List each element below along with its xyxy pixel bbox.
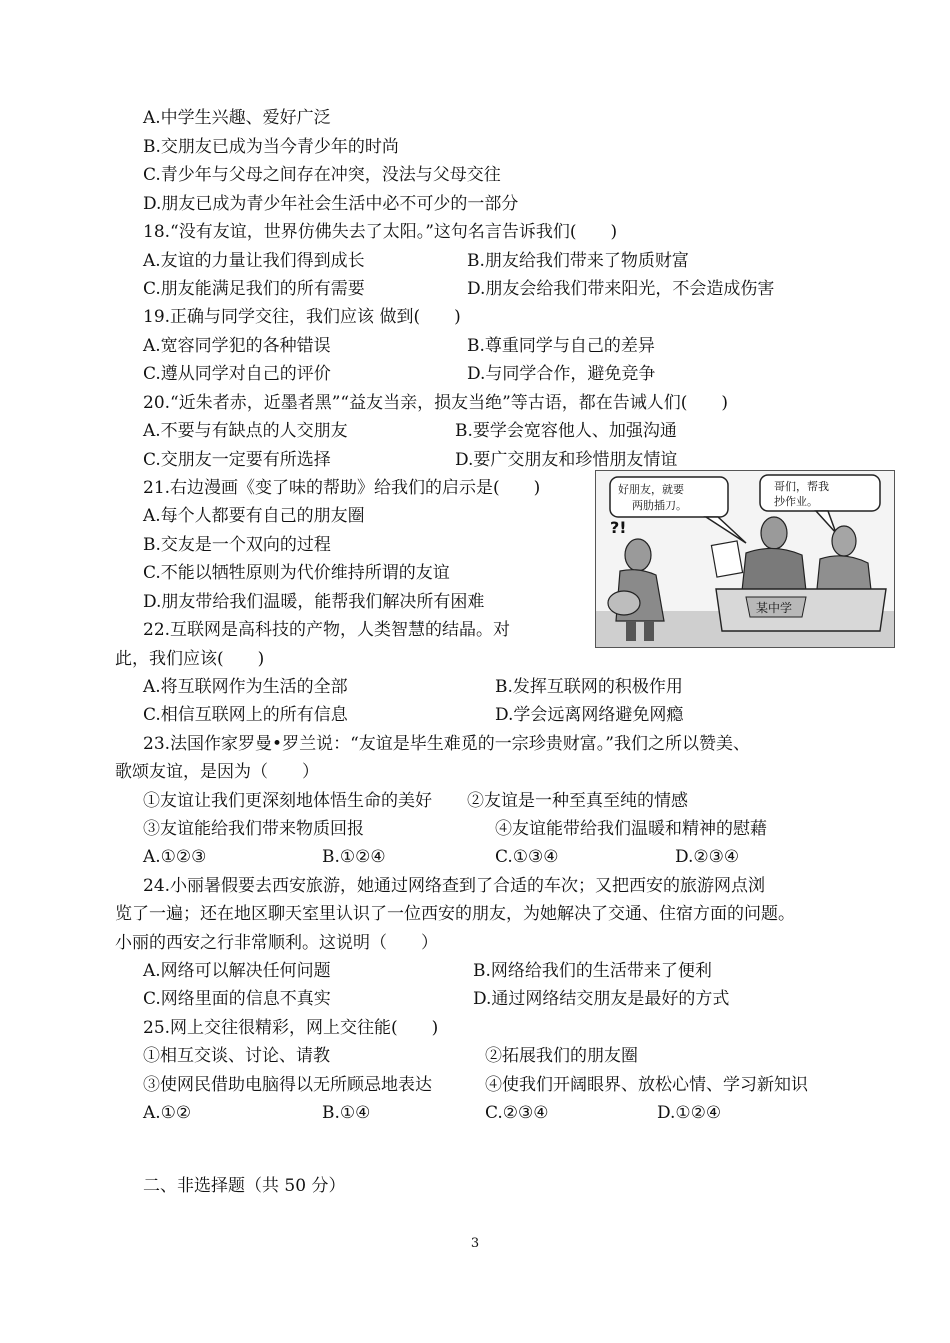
q25-statement-1: ①相互交谈、讨论、请教	[143, 1046, 330, 1066]
question-20: 20.“近朱者赤，近墨者黑”“益友当亲，损友当绝”等古语，都在告诫人们( )	[143, 393, 729, 413]
q25-option-d: D.①②④	[657, 1103, 722, 1123]
cartoon-image	[595, 470, 895, 648]
question-24-line2: 览了一遍；还在地区聊天室里认识了一位西安的朋友，为她解决了交通、住宿方面的问题。	[115, 904, 795, 924]
question-23-line1: 23.法国作家罗曼•罗兰说：“友谊是毕生难觅的一宗珍贵财富。”我们之所以赞美、	[143, 734, 750, 754]
q21-option-b: B.交友是一个双向的过程	[143, 535, 331, 555]
section-2-heading: 二、非选择题（共 50 分）	[143, 1176, 346, 1196]
q22-option-c: C.相信互联网上的所有信息	[143, 705, 348, 725]
q25-statement-2: ②拓展我们的朋友圈	[485, 1046, 638, 1066]
q23-statement-4: ④友谊能带给我们温暖和精神的慰藉	[495, 819, 767, 839]
q20-option-d: D.要广交朋友和珍惜朋友情谊	[455, 450, 678, 470]
q23-option-c: C.①③④	[495, 847, 559, 867]
q21-option-a: A.每个人都要有自己的朋友圈	[143, 506, 365, 526]
q23-statement-3: ③友谊能给我们带来物质回报	[143, 819, 364, 839]
question-25: 25.网上交往很精彩，网上交往能( )	[143, 1018, 439, 1038]
desk-sign: 某中学	[756, 601, 793, 615]
page-number: 3	[470, 1236, 480, 1251]
student-right-figure	[816, 526, 872, 599]
question-23-line2: 歌颂友谊，是因为（ ）	[115, 762, 319, 782]
question-18: 18.“没有友谊，世界仿佛失去了太阳。”这句名言告诉我们( )	[143, 222, 618, 242]
q21-option-d: D.朋友带给我们温暖，能帮我们解决所有困难	[143, 592, 485, 612]
question-24-line3: 小丽的西安之行非常顺利。这说明（ ）	[115, 933, 438, 953]
q23-option-d: D.②③④	[675, 847, 740, 867]
option-d: D.朋友已成为青少年社会生活中必不可少的一部分	[143, 194, 519, 214]
q18-option-c: C.朋友能满足我们的所有需要	[143, 279, 365, 299]
q18-option-d: D.朋友会给我们带来阳光，不会造成伤害	[467, 279, 775, 299]
q18-option-a: A.友谊的力量让我们得到成长	[143, 251, 365, 271]
question-21: 21.右边漫画《变了味的帮助》给我们的启示是( )	[143, 478, 541, 498]
q25-statement-4: ④使我们开阔眼界、放松心情、学习新知识	[485, 1075, 808, 1095]
q20-option-c: C.交朋友一定要有所选择	[143, 450, 331, 470]
q19-option-c: C.遵从同学对自己的评价	[143, 364, 331, 384]
q23-statement-1: ①友谊让我们更深刻地体悟生命的美好	[143, 791, 432, 811]
desk	[716, 589, 886, 631]
q21-option-c: C.不能以牺牲原则为代价维持所谓的友谊	[143, 563, 450, 583]
q24-option-d: D.通过网络结交朋友是最好的方式	[473, 989, 730, 1009]
q20-option-b: B.要学会宽容他人、加强沟通	[455, 421, 677, 441]
q22-option-b: B.发挥互联网的积极作用	[495, 677, 683, 697]
question-22-line1: 22.互联网是高科技的产物，人类智慧的结晶。对	[143, 620, 511, 640]
q25-option-b: B.①④	[322, 1103, 371, 1123]
option-a: A.中学生兴趣、爱好广泛	[143, 108, 331, 128]
q25-option-a: A.①②	[143, 1103, 192, 1123]
q25-statement-3: ③使网民借助电脑得以无所顾忌地表达	[143, 1075, 432, 1095]
question-22-line2: 此，我们应该( )	[115, 649, 265, 669]
q20-option-a: A.不要与有缺点的人交朋友	[143, 421, 348, 441]
bubble-left-line2: 两肋插刀。	[632, 499, 687, 512]
bubble-right-line1: 哥们，帮我	[774, 480, 829, 493]
q19-option-b: B.尊重同学与自己的差异	[467, 336, 655, 356]
q22-option-a: A.将互联网作为生活的全部	[143, 677, 348, 697]
q18-option-b: B.朋友给我们带来了物质财富	[467, 251, 689, 271]
q23-statement-2: ②友谊是一种至真至纯的情感	[467, 791, 688, 811]
q19-option-d: D.与同学合作，避免竞争	[467, 364, 656, 384]
q24-option-c: C.网络里面的信息不真实	[143, 989, 331, 1009]
q24-option-a: A.网络可以解决任何问题	[143, 961, 331, 981]
q24-option-b: B.网络给我们的生活带来了便利	[473, 961, 712, 981]
bubble-left-line1: 好朋友，就要	[618, 483, 684, 496]
q23-option-a: A.①②③	[143, 847, 207, 867]
q25-option-c: C.②③④	[485, 1103, 549, 1123]
exclaim-mark: ?!	[610, 518, 627, 537]
question-19: 19.正确与同学交往，我们应该 做到( )	[143, 307, 461, 327]
q22-option-d: D.学会远离网络避免网瘾	[495, 705, 684, 725]
option-b: B.交朋友已成为当今青少年的时尚	[143, 137, 399, 157]
q19-option-a: A.宽容同学犯的各种错误	[143, 336, 331, 356]
q23-option-b: B.①②④	[322, 847, 386, 867]
option-c: C.青少年与父母之间存在冲突，没法与父母交往	[143, 165, 501, 185]
bubble-right-line2: 抄作业。	[774, 495, 818, 508]
question-24-line1: 24.小丽暑假要去西安旅游，她通过网络查到了合适的车次；又把西安的旅游网点浏	[143, 876, 766, 896]
